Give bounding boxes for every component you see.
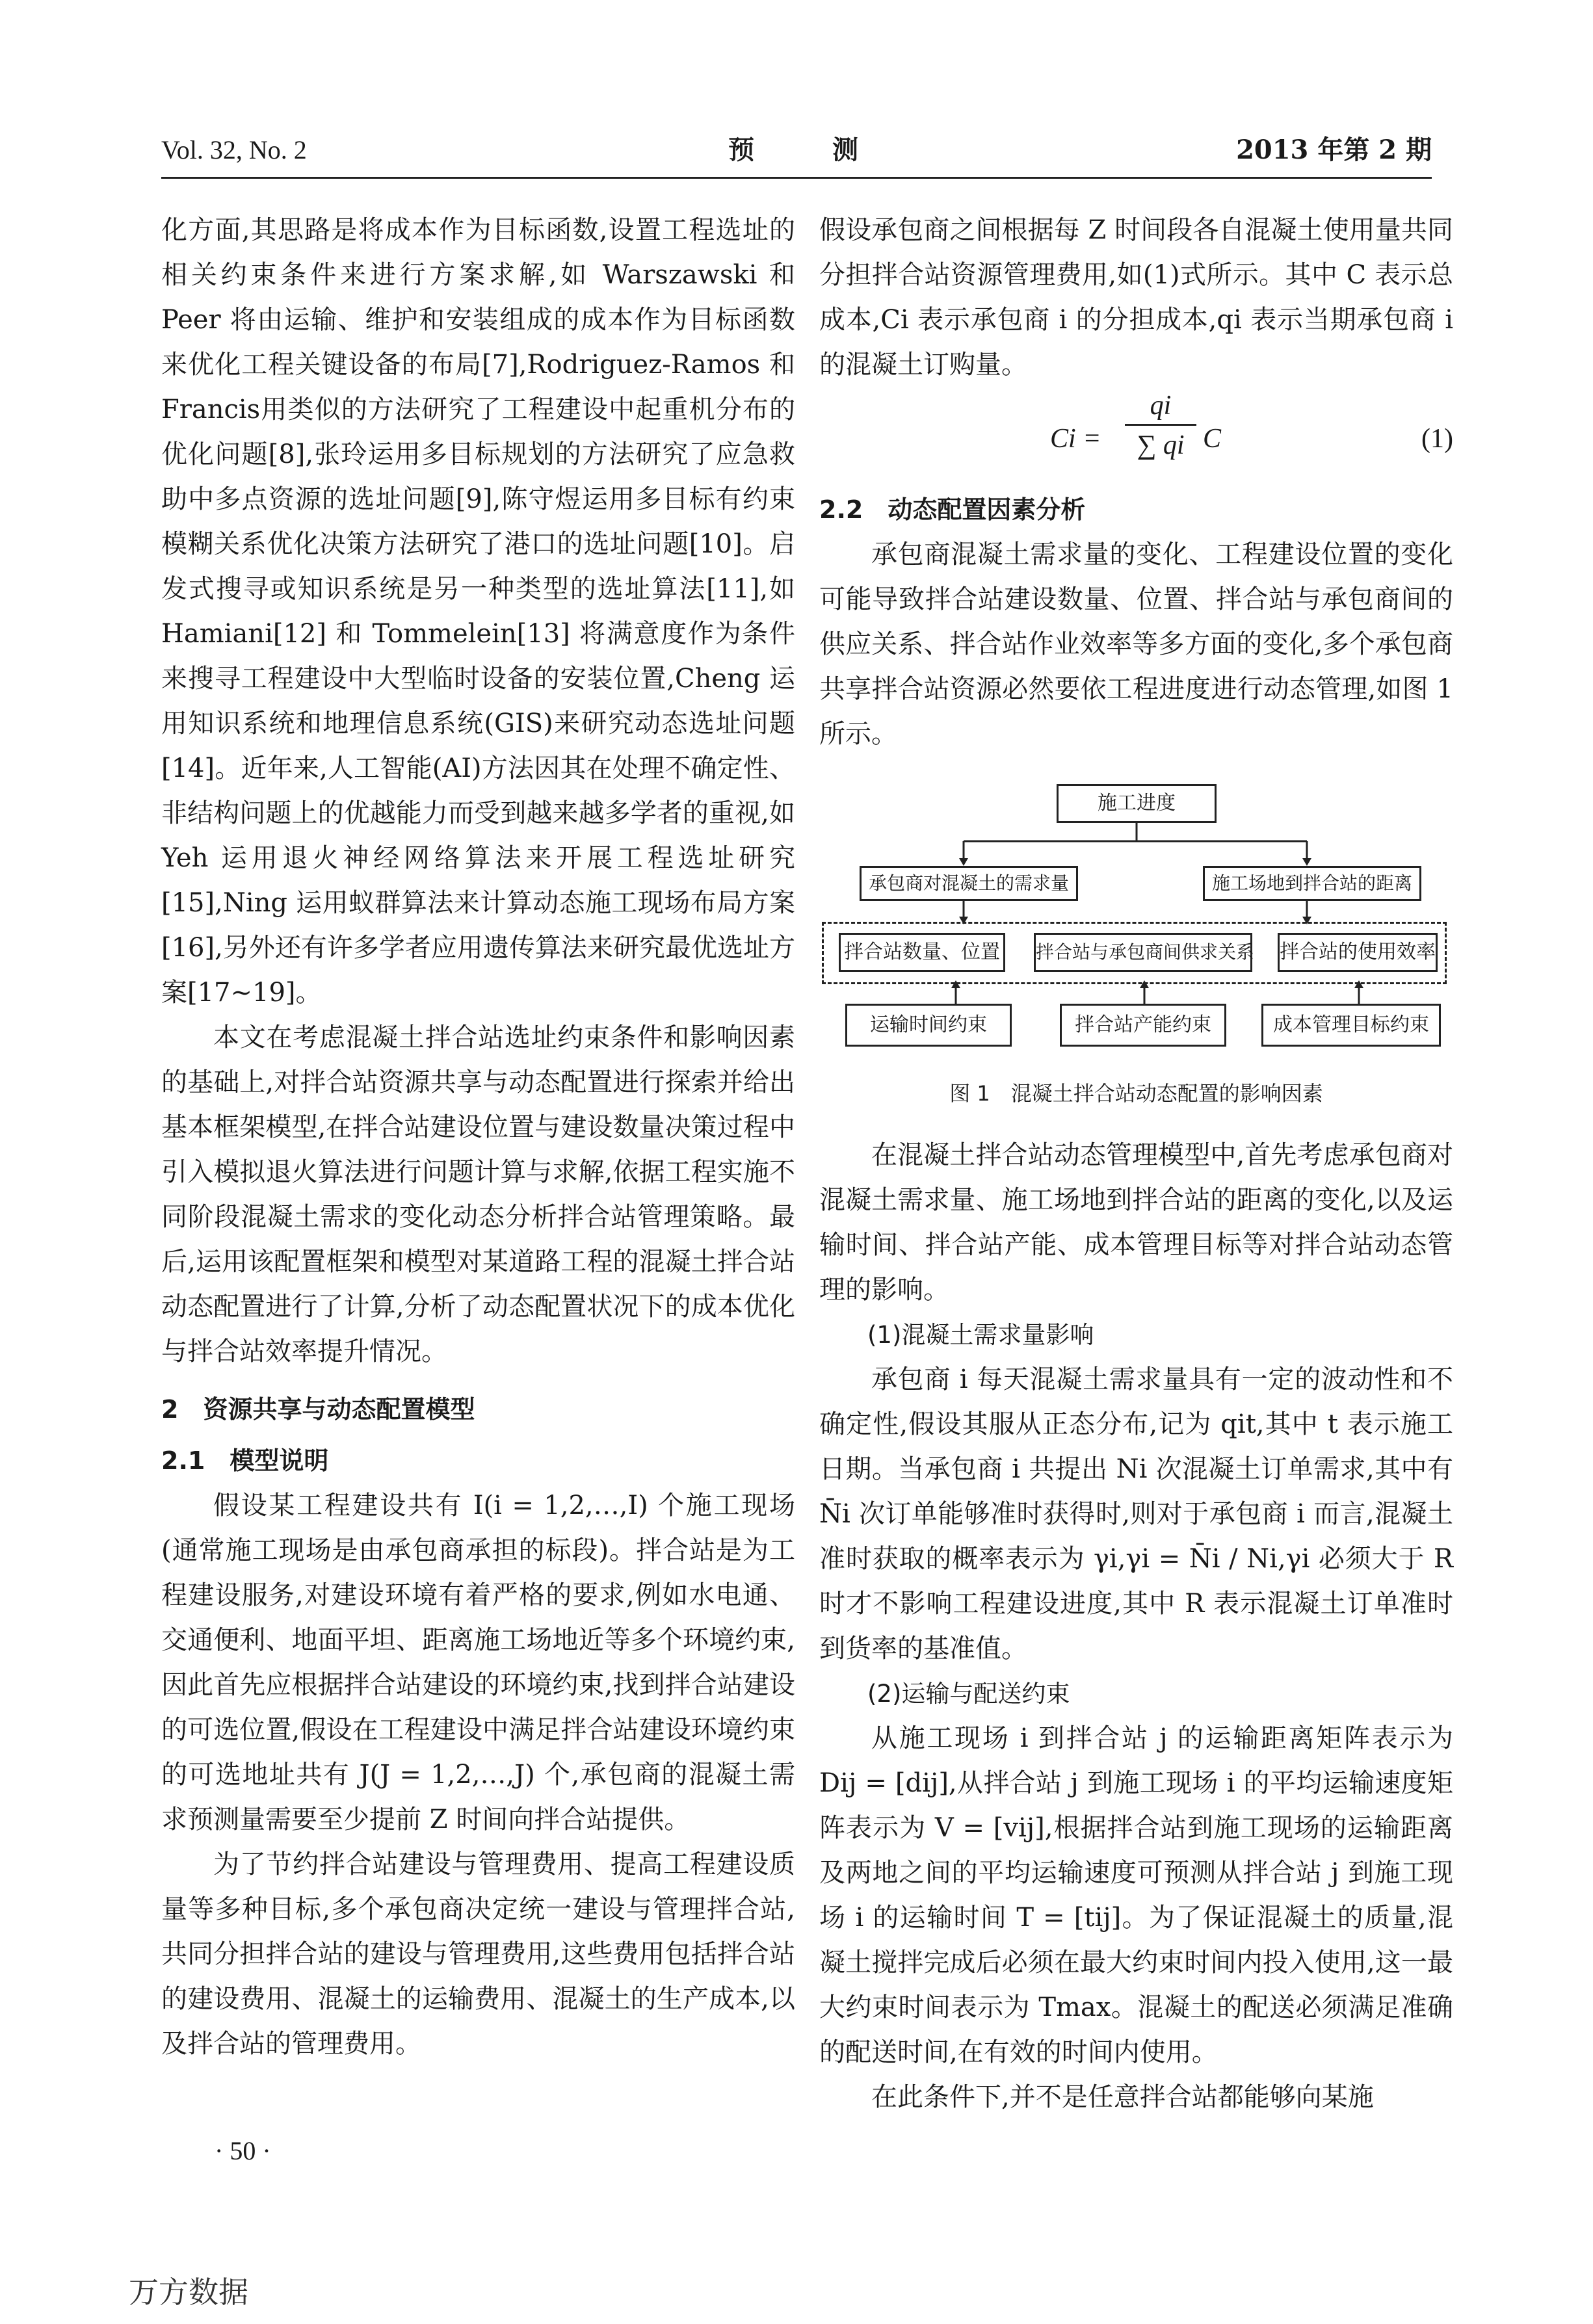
node-construction-progress: 施工进度	[1057, 784, 1217, 823]
section-heading: 2 资源共享与动态配置模型	[161, 1395, 475, 1424]
paragraph: 化方面,其思路是将成本作为目标函数,设置工程选址的相关约束条件来进行方案求解,如 Warszawski 和 Peer 将由运输、维护和安装组成的成本作为目标函数来优化工程关键设备的布局[7],Rodriguez-Ramos 和 Francis用类似的方法研究了工程建设中起重机分布的优化问题[8],张玲运用多目标规划的方法研究了应急救助中多点资源的选址问题[9],陈守煜运用多目标有约束模糊关系优化决策方法研究了港口的选址问题[10]。启发式搜寻或知识系统是另一种类型的选址算法[11],如 Hamiani[12] 和 Tommelein[13] 将满意度作为条件来搜寻工程建设中大型临时设备的安装位置,Cheng 运用知识系统和地理信息系统(GIS)来研究动态选址问题[14]。近年来,人工智能(AI)方法因其在处理不确定性、非结构问题上的优越能力而受到越来越多学者的重视,如 Yeh 运用退火神经网络算法来开展工程选址研究[15],Ning 运用蚁群算法来计算动态施工现场布局方案[16],另外还有许多学者应用遗传算法来研究最优选址方案[17~19]。	[161, 215, 795, 1008]
paragraph: 在此条件下,并不是任意拌合站都能够向某施	[871, 2082, 1374, 2112]
right-column	[819, 208, 1453, 2120]
figure-caption: 图 1 混凝土拌合站动态配置的影响因素	[949, 1081, 1323, 1106]
node-concrete-demand: 承包商对混凝土的需求量	[860, 866, 1078, 901]
node-supply-relation: 拌合站与承包商间供求关系	[1034, 933, 1252, 972]
header-rule	[161, 177, 1432, 179]
node-transport-time-constraint: 运输时间约束	[845, 1004, 1012, 1047]
page-number: · 50 ·	[215, 2136, 271, 2165]
node-station-efficiency: 拌合站的使用效率	[1278, 933, 1438, 972]
node-station-count-location: 拌合站数量、位置	[839, 933, 1005, 972]
left-column	[161, 208, 795, 2067]
equation-fraction	[1125, 387, 1196, 465]
subsection-heading: 2.1 模型说明	[161, 1446, 329, 1475]
figure-1-diagram	[819, 768, 1453, 1067]
equation-numerator: qi	[1150, 391, 1172, 421]
journal-issue: 2013 年第 2 期	[1236, 135, 1432, 165]
sub-heading: (2)运输与配送约束	[867, 1680, 1070, 1708]
paragraph: 假设承包商之间根据每 Z 时间段各自混凝土使用量共同分担拌合站资源管理费用,如(1)式所示。其中 C 表示总成本,Ci 表示承包商 i 的分担成本,qi 表示当期承包商 i 的混凝土订购量。	[819, 215, 1453, 380]
journal-title: 预测	[728, 135, 936, 165]
watermark: 万方数据	[129, 2275, 248, 2310]
sub-heading: (1)混凝土需求量影响	[867, 1321, 1094, 1349]
node-capacity-constraint: 拌合站产能约束	[1060, 1004, 1226, 1047]
subsection-heading: 2.2 动态配置因素分析	[819, 495, 1086, 524]
paragraph: 承包商混凝土需求量的变化、工程建设位置的变化可能导致拌合站建设数量、位置、拌合站与承包商间的供应关系、拌合站作业效率等多方面的变化,多个承包商共享拌合站资源必然要依工程进度进行动态管理,如图 1 所示。	[819, 540, 1453, 749]
equation-tail: C	[1203, 424, 1222, 454]
node-site-distance: 施工场地到拌合站的距离	[1203, 866, 1421, 901]
paragraph: 在混凝土拌合站动态管理模型中,首先考虑承包商对混凝土需求量、施工场地到拌合站的距离的变化,以及运输时间、拌合站产能、成本管理目标等对拌合站动态管理的影响。	[819, 1140, 1453, 1305]
paragraph: 为了节约拌合站建设与管理费用、提高工程建设质量等多种目标,多个承包商决定统一建设与管理拌合站,共同分担拌合站的建设与管理费用,这些费用包括拌合站的建设费用、混凝土的运输费用、混凝土的生产成本,以及拌合站的管理费用。	[161, 1849, 795, 2059]
paragraph: 本文在考虑混凝土拌合站选址约束条件和影响因素的基础上,对拌合站资源共享与动态配置进行探索并给出基本框架模型,在拌合站建设位置与建设数量决策过程中引入模拟退火算法进行问题计算与求解,依据工程实施不同阶段混凝土需求的变化动态分析拌合站管理策略。最后,运用该配置框架和模型对某道路工程的混凝土拌合站动态配置进行了计算,分析了动态配置状况下的成本优化与拌合站效率提升情况。	[161, 1023, 795, 1366]
journal-volume: Vol. 32, No. 2	[161, 135, 307, 164]
paragraph: 假设某工程建设共有 I(i = 1,2,…,I) 个施工现场(通常施工现场是由承包商承担的标段)。拌合站是为工程建设服务,对建设环境有着严格的要求,例如水电通、交通便利、地面平坦、距离施工场地近等多个环境约束,因此首先应根据拌合站建设的环境约束,找到拌合站建设的可选位置,假设在工程建设中满足拌合站建设环境约束的可选地址共有 J(J = 1,2,…,J) 个,承包商的混凝土需求预测量需要至少提前 Z 时间向拌合站提供。	[161, 1491, 795, 1834]
paragraph: 从施工现场 i 到拌合站 j 的运输距离矩阵表示为 Dij = [dij],从拌合站 j 到施工现场 i 的平均运输速度矩阵表示为 V = [vij],根据拌合站到施工现场的运输距离及两地之间的平均运输速度可预测从拌合站 j 到施工现场 i 的运输时间 T = [tij]。为了保证混凝土的质量,混凝土搅拌完成后必须在最大约束时间内投入使用,这一最大约束时间表示为 Tmax。混凝土的配送必须满足准确的配送时间,在有效的时间内使用。	[819, 1723, 1453, 2067]
equation-number: (1)	[1421, 424, 1453, 454]
paragraph: 承包商 i 每天混凝土需求量具有一定的波动性和不确定性,假设其服从正态分布,记为 qit,其中 t 表示施工日期。当承包商 i 共提出 Ni 次混凝土订单需求,其中有 N̄i 次订单能够准时获得时,则对于承包商 i 而言,混凝土准时获取的概率表示为 γi,γi = N̄i / Ni,γi 必须大于 R 时才不影响工程建设进度,其中 R 表示混凝土订单准时到货率的基准值。	[819, 1364, 1453, 1664]
equation-1	[819, 387, 1453, 485]
equation-denominator: ∑ qi	[1137, 430, 1185, 460]
node-cost-target-constraint: 成本管理目标约束	[1261, 1004, 1441, 1047]
equation-lhs: Ci =	[1050, 424, 1101, 454]
